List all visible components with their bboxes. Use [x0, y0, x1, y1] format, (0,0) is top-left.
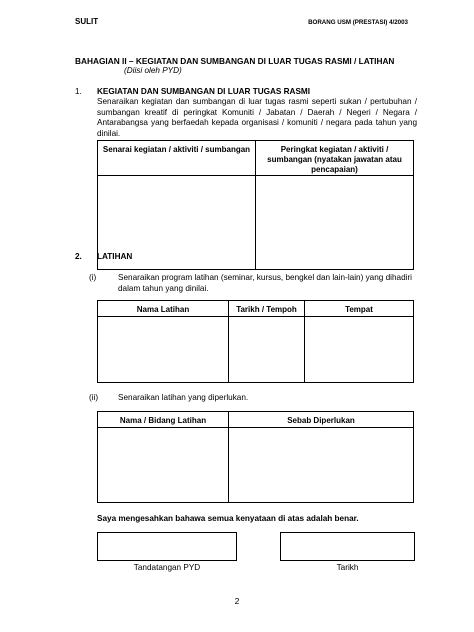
activities-col-list: Senarai kegiatan / aktiviti / sumbangan — [98, 141, 256, 176]
section-subtitle: (Diisi oleh PYD) — [124, 66, 182, 75]
needed-col-reason: Sebab Diperlukan — [229, 412, 414, 428]
sub1-description — [118, 273, 418, 294]
training-col-place: Tempat — [305, 301, 414, 317]
date-label: Tarikh — [336, 563, 359, 572]
activities-cell-level[interactable] — [256, 176, 414, 270]
header-right: BORANG USM (PRESTASI) 4/2003 — [308, 19, 408, 26]
item1-heading: KEGIATAN DAN SUMBANGAN DI LUAR TUGAS RASMI — [97, 87, 311, 96]
sub1-marker: (i) — [89, 273, 97, 282]
needed-cell-field[interactable] — [98, 428, 229, 503]
item1-line: Antarabangsa yang berfaedah kepada organisasi / komuniti / negara pada tahun yang — [97, 118, 417, 127]
item1-description — [97, 97, 417, 139]
sub1-line: dalam tahun yang dinilai. — [118, 283, 209, 293]
training-cell-name[interactable] — [98, 317, 229, 383]
sub2-description: Senaraikan latihan yang diperlukan. — [118, 393, 249, 402]
sub2-marker: (ii) — [89, 393, 99, 402]
section-title: BAHAGIAN II – KEGIATAN DAN SUMBANGAN DI LUAR TUGAS RASMI / LATIHAN — [75, 56, 395, 66]
training-col-date: Tarikh / Tempoh — [229, 301, 305, 317]
activities-col-level: Peringkat kegiatan / aktiviti / sumbangan (nyatakan jawatan atau pencapaian) — [256, 141, 414, 176]
item1-number: 1. — [75, 87, 82, 96]
item2-number: 2. — [75, 252, 82, 261]
page-number: 2 — [234, 596, 240, 606]
training-attended-table — [97, 300, 414, 383]
sub1-line: Senaraikan program latihan (seminar, kursus, bengkel dan lain-lain) yang dihadiri — [118, 273, 413, 282]
item1-line: dinilai. — [97, 128, 121, 138]
date-box[interactable] — [280, 532, 415, 561]
needed-col-field: Nama / Bidang Latihan — [98, 412, 229, 428]
item2-heading: LATIHAN — [97, 252, 133, 261]
signature-box[interactable] — [97, 532, 237, 561]
training-needed-table — [97, 411, 414, 503]
header-left: SULIT — [75, 17, 99, 26]
training-col-name: Nama Latihan — [98, 301, 229, 317]
item1-line: Senaraikan kegiatan dan sumbangan di luar tugas rasmi seperti sukan / pertubuhan / — [97, 97, 417, 106]
needed-cell-reason[interactable] — [229, 428, 414, 503]
declaration: Saya mengesahkan bahawa semua kenyataan di atas adalah benar. — [97, 514, 359, 523]
activities-table — [97, 140, 414, 270]
item1-line: sumbangan kreatif di peringkat Komuniti / Jabatan / Daerah / Negeri / Negara / — [97, 107, 417, 117]
signature-label: Tandatangan PYD — [133, 563, 201, 572]
training-cell-date[interactable] — [229, 317, 305, 383]
training-cell-place[interactable] — [305, 317, 414, 383]
